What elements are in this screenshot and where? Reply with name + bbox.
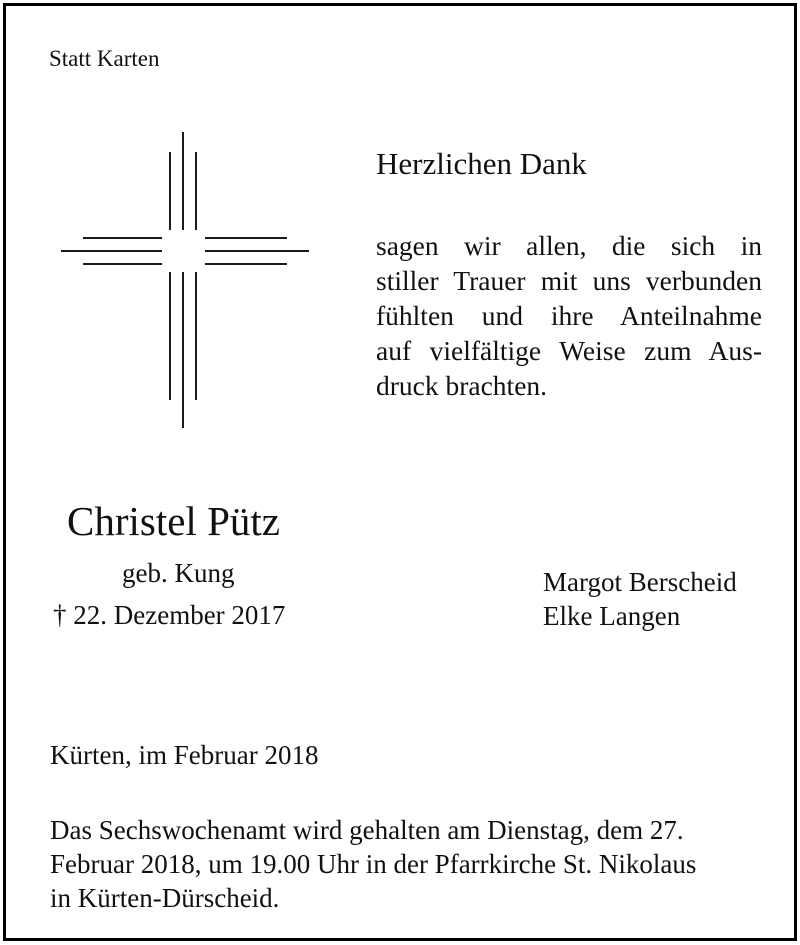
service-notice-line: in Kürten-Dürscheid.: [50, 883, 280, 913]
death-date: † 22. Dezember 2017: [53, 600, 286, 630]
birth-name: geb. Kung: [122, 558, 235, 588]
thanks-line: auf vielfältige Weise zum Aus-: [376, 335, 762, 366]
place-date: Kürten, im Februar 2018: [50, 740, 319, 770]
statt-karten-label: Statt Karten: [49, 46, 160, 71]
cross-icon: [59, 132, 311, 428]
thanks-line: stiller Trauer mit uns verbunden: [376, 265, 762, 296]
heading: Herzlichen Dank: [376, 146, 587, 181]
signatory-name: Margot Berscheid: [543, 567, 737, 597]
deceased-name: Christel Pütz: [67, 498, 280, 544]
service-notice-line: Das Sechswochenamt wird gehalten am Dienstag, dem 27.: [50, 815, 684, 845]
thanks-line: druck brachten.: [376, 370, 548, 401]
service-notice: [50, 813, 770, 915]
thanks-paragraph: [376, 228, 762, 403]
signatory-name: Elke Langen: [543, 601, 681, 631]
thanks-line: fühlten und ihre Anteilnahme: [376, 300, 762, 331]
notice-frame: [3, 3, 797, 941]
thanks-line: sagen wir allen, die sich in: [376, 230, 762, 261]
service-notice-line: Februar 2018, um 19.00 Uhr in der Pfarrkirche St. Nikolaus: [50, 849, 697, 879]
